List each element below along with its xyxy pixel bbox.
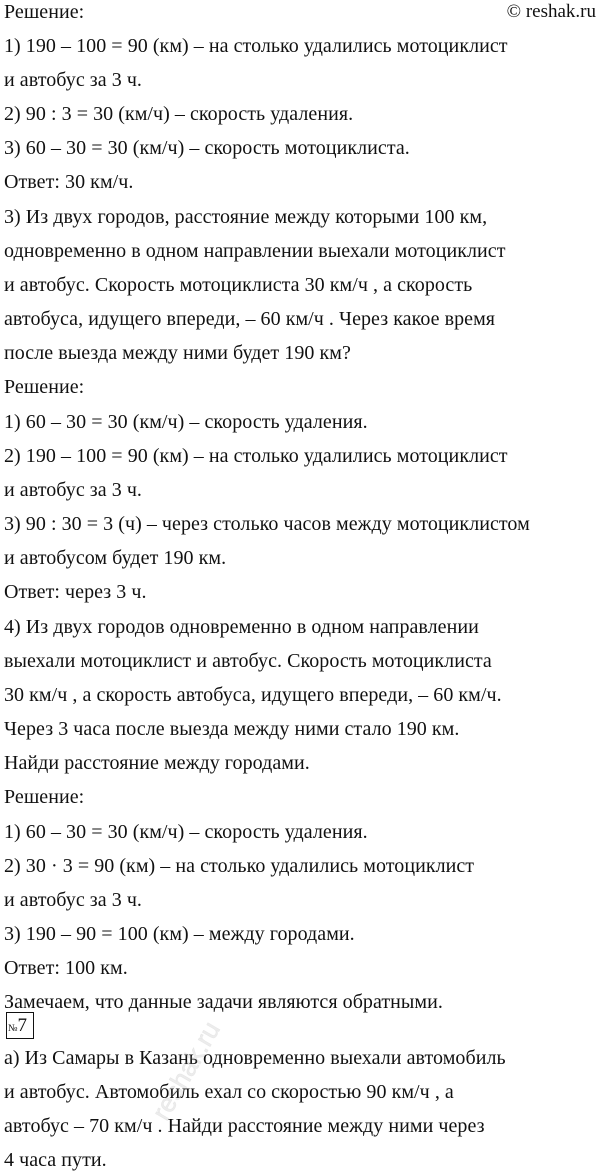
text-line: Найди расстояние между городами.	[4, 752, 310, 774]
text-line: и автобус за 3 ч.	[4, 889, 142, 911]
text-line: автобуса, идущего впереди, – 60 км/ч . Через какое время	[4, 308, 496, 330]
number-sign: №	[8, 1023, 18, 1034]
text-line: 3) Из двух городов, расстояние между которыми 100 км,	[4, 206, 488, 228]
text-line: и автобус за 3 ч.	[4, 479, 142, 501]
text-line: Решение:	[4, 376, 85, 398]
task-number: 7	[17, 1015, 28, 1036]
watermark-text: reshak.ru	[145, 1016, 226, 1125]
text-line: Решение:	[4, 786, 85, 808]
text-line: 1) 60 – 30 = 30 (км/ч) – скорость удаления.	[4, 411, 368, 433]
text-line: Ответ: через 3 ч.	[4, 581, 147, 603]
text-line: Замечаем, что данные задачи являются обратными.	[4, 991, 443, 1013]
text-line: 2) 190 – 100 = 90 (км) – на столько удалились мотоциклист	[4, 445, 508, 467]
text-line: и автобус за 3 ч.	[4, 69, 142, 91]
text-line: одновременно в одном направлении выехали мотоциклист	[4, 240, 506, 262]
text-line: 1) 190 – 100 = 90 (км) – на столько удалились мотоциклист	[4, 35, 508, 57]
text-line: после выезда между ними будет 190 км?	[4, 342, 351, 364]
text-line: Ответ: 100 км.	[4, 957, 128, 979]
text-line: 2) 90 : 3 = 30 (км/ч) – скорость удаления.	[4, 103, 354, 125]
text-line: 2) 30 · 3 = 90 (км) – на столько удалились мотоциклист	[4, 855, 475, 877]
text-line: 1) 60 – 30 = 30 (км/ч) – скорость удаления.	[4, 821, 368, 843]
task-number-badge	[6, 1012, 34, 1039]
task-text-line: автобус – 70 км/ч . Найди расстояние между ними через	[4, 1115, 485, 1137]
text-line: Решение:	[4, 1, 85, 23]
task-text-line: 4 часа пути.	[4, 1149, 107, 1171]
text-line: Ответ: 30 км/ч.	[4, 171, 134, 193]
text-line: и автобусом будет 190 км.	[4, 547, 227, 569]
text-line: выехали мотоциклист и автобус. Скорость мотоциклиста	[4, 650, 492, 672]
text-line: Через 3 часа после выезда между ними стало 190 км.	[4, 718, 460, 740]
task-text-line: и автобус. Автомобиль ехал со скоростью 90 км/ч , а	[4, 1081, 454, 1103]
text-line: и автобус. Скорость мотоциклиста 30 км/ч , а скорость	[4, 274, 473, 296]
task-text-line: а) Из Самары в Казань одновременно выехали автомобиль	[4, 1047, 506, 1069]
text-line: 30 км/ч , а скорость автобуса, идущего впереди, – 60 км/ч.	[4, 684, 502, 706]
text-line: 3) 90 : 30 = 3 (ч) – через столько часов между мотоциклистом	[4, 513, 530, 535]
text-line: 4) Из двух городов одновременно в одном направлении	[4, 616, 479, 638]
text-line: 3) 190 – 90 = 100 (км) – между городами.	[4, 923, 355, 945]
text-line: 3) 60 – 30 = 30 (км/ч) – скорость мотоциклиста.	[4, 137, 410, 159]
copyright-label: © reshak.ru	[506, 1, 596, 22]
